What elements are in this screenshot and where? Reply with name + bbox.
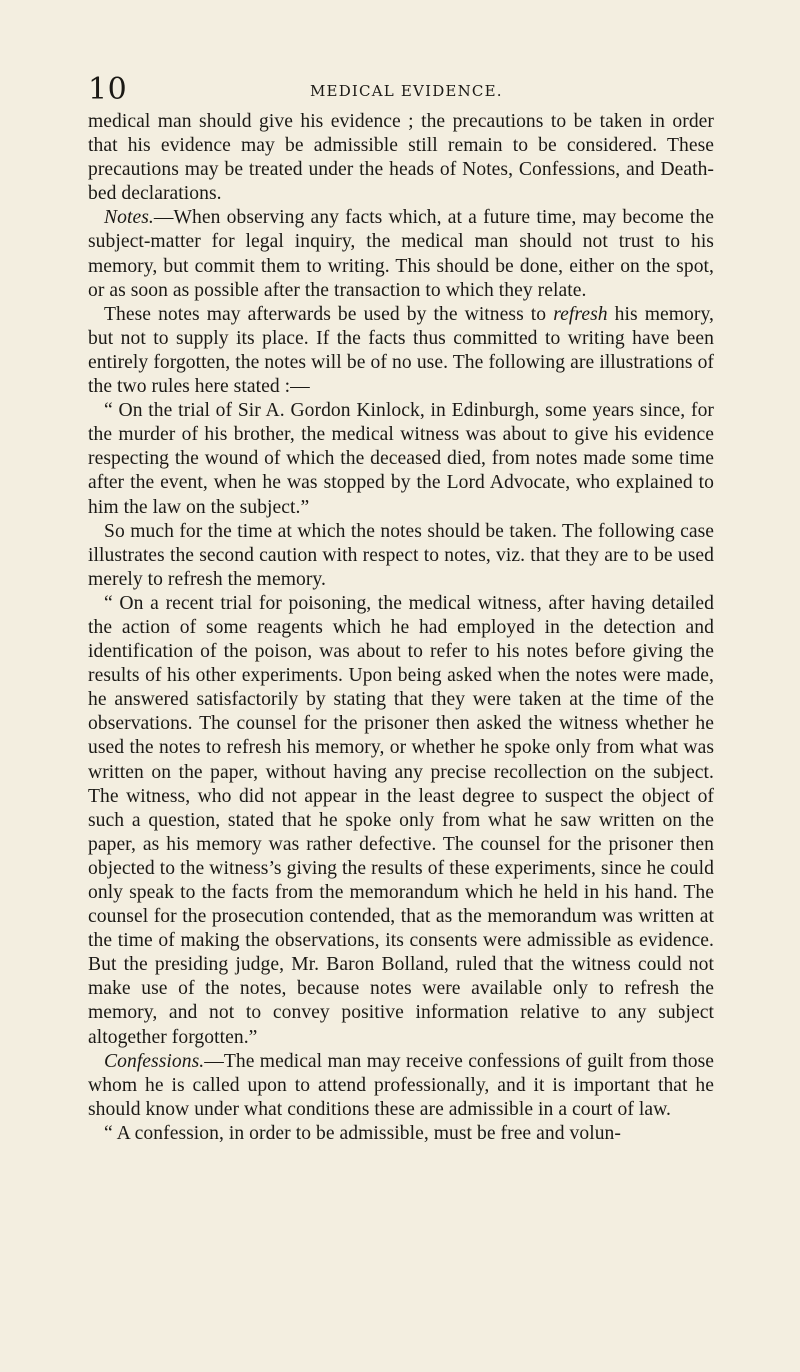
paragraph-intro: medical man should give his evidence ; the precautions to be taken in order that his evidence may be admissible still remain to be considered. These precautions may be treated under the heads of Notes, Confessions, and Death-bed declarations. (88, 111, 714, 205)
paragraph-poisoning-case: “ On a recent trial for poisoning, the medical witness, after having detailed the action of some reagents which he had employed in the detection and identification of the poison, was about to refer to his notes before giving the results of his other experiments. Upon being asked when the notes were made, he answered satisfactorily by stating that they were taken at the time of the observations. The counsel for the prisoner then asked the witness whether he used the notes to refresh his memory, or whether he spoke only from what was written on the paper, without having any precise recollection on the subject. The witness, who did not appear in the least degree to suspect the object of such a question, stated that he spoke only from what he saw written on the paper, as his memory was rather defective. The counsel for the prisoner then objected to the witness’s giving the results of these experiments, since he could only speak to the facts from the memorandum which he held in his hand. The counsel for the prosecution contended, that as the memorandum was written at the time of making the observations, its consents were admissible as evidence. But the presiding judge, Mr. Baron Bolland, ruled that the witness could not make use of the notes, because notes were available only to refresh the memory, and not to convey positive information relative to any subject altogether forgotten.” (88, 592, 714, 1048)
paragraph-notes: Notes.—When observing any facts which, at a future time, may become the subject-matter for legal inquiry, the medical man should not trust to his memory, but commit them to writing. This should be done, either on the spot, or as soon as possible after the transaction to which they relate. (88, 207, 714, 301)
emphasis-refresh: refresh (553, 303, 608, 325)
paragraph-second-caution: So much for the time at which the notes should be taken. The following case illustrates the second caution with respect to notes, viz. that they are to be used merely to refresh the memory. (88, 520, 714, 590)
paragraph-notes-usage: These notes may afterwards be used by the witness to refresh his memory, but not to supply its place. If the facts thus committed to writing have been entirely forgotten, the notes will be of no use. The following are illustrations of the two rules here stated :— (88, 303, 715, 398)
section-lead-confessions: Confessions. (104, 1050, 205, 1072)
section-lead-notes: Notes. (104, 207, 154, 229)
book-page (88, 0, 714, 1146)
paragraph-kinlock-case: “ On the trial of Sir A. Gordon Kinlock, in Edinburgh, some years since, for the murder of his brother, the medical witness was about to give his evidence respecting the wound of which the deceased died, from notes made some time after the event, when he was stopped by the Lord Advocate, who explained to him the law on the subject.” (88, 400, 714, 518)
paragraph-confession-quote: “ A confession, in order to be admissible, must be free and volun- (104, 1122, 621, 1144)
page-header (88, 0, 714, 110)
paragraph-confessions: Confessions.—The medical man may receive confessions of guilt from those whom he is called upon to attend professionally, and it is important that he should know under what conditions these are admissible in a court of law. (88, 1050, 714, 1120)
page-body (88, 110, 714, 1146)
page-number: 10 (88, 72, 128, 107)
running-head: MEDICAL EVIDENCE. (310, 82, 503, 100)
